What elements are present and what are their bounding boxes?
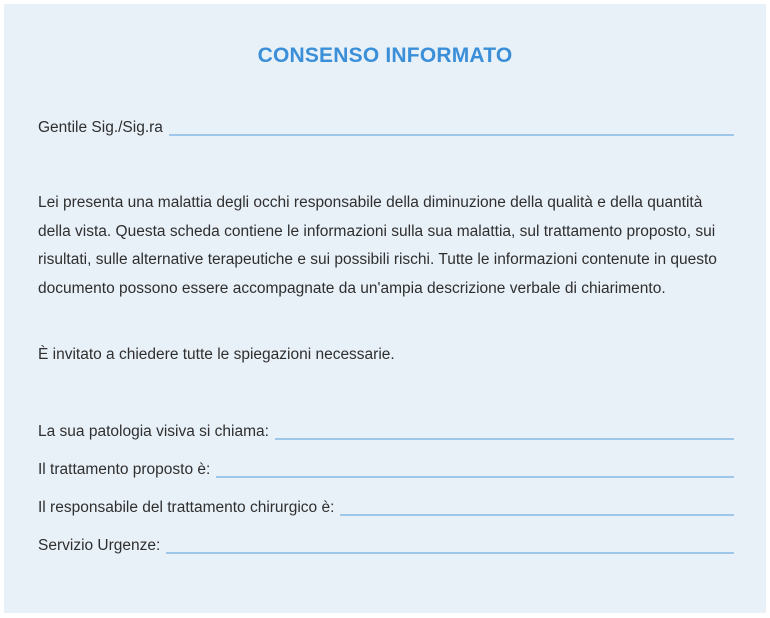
patient-name-line[interactable] [169,134,734,136]
greeting-row [38,118,734,138]
field-label-emergency: Servizio Urgenze: [38,537,161,554]
treatment-line[interactable] [216,476,734,478]
field-row-emergency [38,536,734,556]
field-label-pathology: La sua patologia visiva si chiama: [38,423,269,440]
pathology-line[interactable] [275,438,734,440]
responsible-line[interactable] [340,514,734,516]
invite-paragraph: È invitato a chiedere tutte le spiegazioni necessarie. [38,346,395,363]
field-row-treatment [38,460,734,480]
emergency-line[interactable] [166,552,734,554]
field-row-responsible [38,498,734,518]
document-title: CONSENSO INFORMATO [257,44,513,67]
field-label-treatment: Il trattamento proposto è: [38,461,211,478]
field-row-pathology [38,422,734,442]
greeting-label: Gentile Sig./Sig.ra [38,119,163,136]
intro-paragraph: Lei presenta una malattia degli occhi responsabile della diminuzione della qualità e della quantità della vista. Questa scheda contiene le informazioni sulla sua malattia, sul trattamento proposto, sui risultati, sulle alternative terapeutiche e sui possibili rischi. Tutte le informazioni contenute in questo documento possono essere accompagnate da un'ampia descrizione verbale di chiarimento. [38,194,717,297]
field-label-responsible: Il responsabile del trattamento chirurgico è: [38,499,335,516]
consent-form-card [4,4,766,613]
